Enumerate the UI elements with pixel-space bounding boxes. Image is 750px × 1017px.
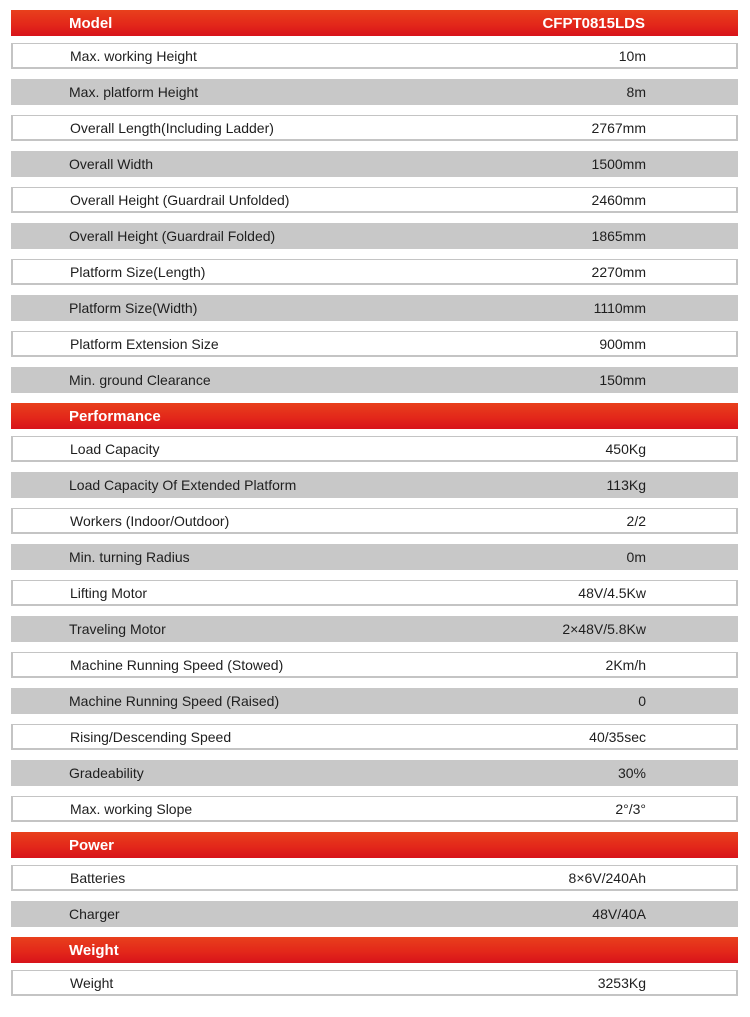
spec-label: Platform Size(Width): [69, 300, 198, 316]
spec-label: Machine Running Speed (Raised): [69, 693, 280, 709]
spec-label: Overall Width: [69, 156, 154, 172]
spec-value: 8×6V/240Ah: [568, 870, 646, 886]
spec-row: [11, 760, 738, 786]
spec-row: [11, 151, 738, 177]
spec-label: Platform Extension Size: [70, 336, 219, 352]
spec-value: 2/2: [626, 513, 646, 529]
spec-label: Charger: [69, 906, 120, 922]
spec-value: 2460mm: [591, 192, 646, 208]
spec-label: Workers (Indoor/Outdoor): [70, 513, 230, 529]
spec-label: Batteries: [70, 870, 126, 886]
section-header-power: [11, 832, 738, 858]
section-header-performance: [11, 403, 738, 429]
spec-value: 48V/4.5Kw: [578, 585, 646, 601]
spec-value: 48V/40A: [592, 906, 646, 922]
section-title: Power: [69, 837, 115, 854]
spec-row: [11, 901, 738, 927]
spec-row: [11, 544, 738, 570]
spec-value: 10m: [618, 48, 646, 64]
spec-row: [11, 43, 738, 69]
spec-label: Max. platform Height: [69, 84, 199, 100]
spec-row: [11, 472, 738, 498]
spec-value: 8m: [626, 84, 646, 100]
spec-value: 450Kg: [605, 441, 646, 457]
spec-value: 1500mm: [591, 156, 646, 172]
section-header-value: CFPT0815LDS: [542, 15, 645, 32]
spec-label: Lifting Motor: [70, 585, 148, 601]
spec-row: [11, 367, 738, 393]
spec-label: Traveling Motor: [69, 621, 166, 637]
section-header-model: [11, 10, 738, 36]
spec-label: Load Capacity: [70, 441, 160, 457]
spec-row: [11, 295, 738, 321]
spec-value: 150mm: [599, 372, 646, 388]
section-title: Weight: [69, 942, 119, 959]
spec-label: Overall Length(Including Ladder): [70, 120, 274, 136]
spec-value: 0m: [626, 549, 646, 565]
spec-label: Min. turning Radius: [69, 549, 190, 565]
spec-label: Max. working Slope: [70, 801, 193, 817]
spec-value: 2767mm: [591, 120, 646, 136]
spec-label: Machine Running Speed (Stowed): [70, 657, 284, 673]
spec-value: 113Kg: [606, 477, 646, 493]
spec-value: 2°/3°: [615, 801, 646, 817]
spec-value: 3253Kg: [597, 975, 646, 991]
spec-row: [11, 970, 738, 996]
spec-row: [11, 652, 738, 678]
spec-row: [11, 616, 738, 642]
spec-label: Rising/Descending Speed: [70, 729, 232, 745]
spec-label: Platform Size(Length): [70, 264, 206, 280]
spec-value: 2270mm: [591, 264, 646, 280]
spec-label: Overall Height (Guardrail Folded): [69, 228, 276, 244]
spec-label: Min. ground Clearance: [69, 372, 211, 388]
spec-row: [11, 115, 738, 141]
spec-label: Gradeability: [69, 765, 144, 781]
spec-label: Overall Height (Guardrail Unfolded): [70, 192, 290, 208]
section-title: Performance: [69, 408, 161, 425]
spec-value: 2×48V/5.8Kw: [562, 621, 646, 637]
spec-table: [11, 10, 738, 1006]
spec-value: 0: [638, 693, 646, 709]
spec-row: [11, 508, 738, 534]
spec-row: [11, 187, 738, 213]
spec-row: [11, 688, 738, 714]
spec-value: 40/35sec: [589, 729, 646, 745]
spec-label: Weight: [70, 975, 114, 991]
section-title: Model: [69, 15, 113, 32]
spec-row: [11, 79, 738, 105]
section-header-weight: [11, 937, 738, 963]
spec-value: 1865mm: [591, 228, 646, 244]
spec-row: [11, 724, 738, 750]
spec-value: 30%: [617, 765, 646, 781]
spec-row: [11, 331, 738, 357]
spec-row: [11, 223, 738, 249]
spec-value: 1110mm: [593, 300, 646, 316]
spec-value: 2Km/h: [605, 657, 646, 673]
spec-row: [11, 796, 738, 822]
spec-row: [11, 865, 738, 891]
spec-row: [11, 436, 738, 462]
spec-row: [11, 580, 738, 606]
spec-label: Load Capacity Of Extended Platform: [69, 477, 297, 493]
spec-value: 900mm: [599, 336, 646, 352]
spec-row: [11, 259, 738, 285]
spec-label: Max. working Height: [70, 48, 197, 64]
